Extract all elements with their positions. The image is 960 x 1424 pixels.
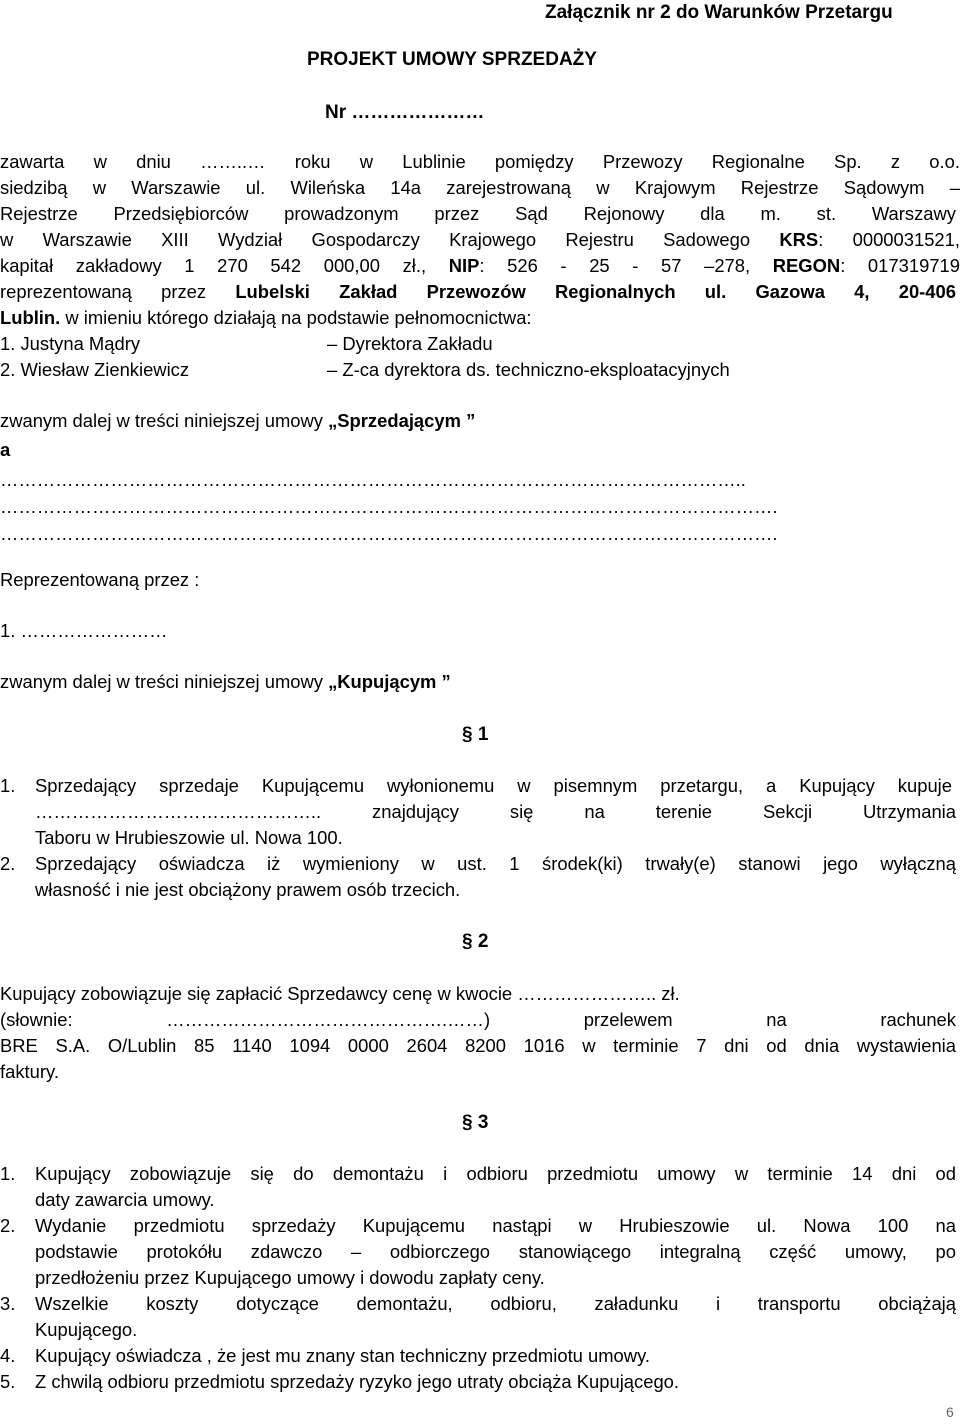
s1-item-2-line-2: własność i nie jest obciążony prawem osób trzecich. [35,879,461,900]
seller-name: „Sprzedającym ” [328,410,476,431]
buyer-designation [0,669,451,695]
buyer-representative-1: 1. …………………… [0,620,168,641]
buyer-dots-1: ………………………………………………………………………………………………………….. [0,469,746,490]
s2-line-2: (słownie: ……………………………………….……) przelewem na rachunek [0,1009,956,1030]
s3-item-3-line-1: Wszelkie koszty dotyczące demontażu, odbioru, załadunku i transportu obciążają [35,1293,956,1314]
s3-item-1-line-1: Kupujący zobowiązuje się do demontażu i odbioru przedmiotu umowy w terminie 14 dni od [35,1163,956,1184]
buyer-represented-by: Reprezentowaną przez : [0,569,200,590]
intro-line-7 [0,305,532,331]
buyer-dots-3: ………………………………………………………………………………………………………………. [0,523,778,544]
nip-label: NIP [448,255,480,276]
section-2-heading: § 2 [462,931,489,952]
designation-prefix: zwanym dalej w treści niniejszej umowy [0,671,329,692]
s3-item-3-line-2: Kupującego. [35,1319,138,1340]
representative-2-name: 2. Wiesław Zienkiewicz [0,359,190,380]
seller-designation [0,408,475,434]
s1-item-1-number: 1. [0,775,16,796]
regon-label: REGON [772,255,841,276]
s3-item-3-number: 3. [0,1293,16,1314]
intro-line-6 [0,279,956,305]
s3-item-4-number: 4. [0,1345,16,1366]
s1-item-2-line-1: Sprzedający oświadcza iż wymieniony w ust. 1 środek(ki) trwały(e) stanowi jego wyłączną [35,853,956,874]
and-word: a [0,439,11,460]
representative-1-name: 1. Justyna Mądry [0,333,141,354]
power-of-attorney: w imieniu którego działają na podstawie pełnomocnictwa: [60,307,532,328]
share-capital: kapitał zakładowy 1 270 542 000,00 zł. [0,255,421,276]
representative-2-role: – Z-ca dyrektora ds. techniczno-eksploatacyjnych [327,359,730,380]
s1-item-2-number: 2. [0,853,16,874]
krs-value: : 0000031521, [818,229,960,250]
s3-item-1-number: 1. [0,1163,16,1184]
buyer-name: „Kupującym ” [328,671,451,692]
nip-value: : 526 - 25 - 57 –278, [479,255,773,276]
designation-prefix: zwanym dalej w treści niniejszej umowy [0,410,329,431]
intro-text: w Warszawie XIII Wydział Gospodarczy Krajowego Rejestru Sadowego [0,229,780,250]
intro-line-2: siedzibą w Warszawie ul. Wileńska 14a zarejestrowaną w Krajowym Rejestrze Sądowym – [0,177,960,198]
s1-item-1-line-2: ……………………………………….. znajdujący się na terenie Sekcji Utrzymania [35,801,956,822]
seller-branch: Lubelski Zakład Przewozów Regionalnych ul. Gazowa 4, 20-406 [235,281,956,302]
s3-item-2-line-1: Wydanie przedmiotu sprzedaży Kupującemu nastąpi w Hrubieszowie ul. Nowa 100 na [35,1215,956,1236]
document-title: PROJEKT UMOWY SPRZEDAŻY [307,49,597,70]
buyer-dots-2: ………………………………………………………………………………………………………………. [0,496,778,517]
annex-label: Załącznik nr 2 do Warunków Przetargu [545,2,893,23]
intro-line-1: zawarta w dniu ……..… roku w Lublinie pomiędzy Przewozy Regionalne Sp. z o.o. [0,151,960,172]
s2-line-3: BRE S.A. O/Lublin 85 1140 1094 0000 2604 8200 1016 w terminie 7 dni od dnia wystawienia [0,1035,956,1056]
section-1-heading: § 1 [462,724,489,745]
section-3-heading: § 3 [462,1112,489,1133]
s3-item-5-number: 5. [0,1371,16,1392]
intro-line-5 [0,253,960,279]
intro-line-3: Rejestrze Przedsiębiorców prowadzonym przez Sąd Rejonowy dla m. st. Warszawy [0,203,956,224]
intro-line-4 [0,227,960,253]
s1-item-1-line-3: Taboru w Hrubieszowie ul. Nowa 100. [35,827,343,848]
contract-number: Nr ………………… [325,102,485,123]
representative-1-role: – Dyrektora Zakładu [327,333,493,354]
s3-item-2-line-3: przedłożeniu przez Kupującego umowy i dowodu zapłaty ceny. [35,1267,545,1288]
seller-city: Lublin. [0,307,61,328]
s3-item-5-line-1: Z chwilą odbioru przedmiotu sprzedaży ryzyko jego utraty obciąża Kupującego. [35,1371,680,1392]
s3-item-2-number: 2. [0,1215,16,1236]
regon-value: : 017319719 [840,255,960,276]
s2-line-1: Kupujący zobowiązuje się zapłacić Sprzedawcy cenę w kwocie ………………….. zł. [0,983,680,1004]
s3-item-2-line-2: podstawie protokółu zdawczo – odbiorczego stanowiącego integralną część umowy, po [35,1241,956,1262]
represented-by: reprezentowaną przez [0,281,236,302]
separator: , [421,255,449,276]
s1-item-1-line-1: Sprzedający sprzedaje Kupującemu wyłonionemu w pisemnym przetargu, a Kupujący kupuje [35,775,952,796]
s3-item-4-line-1: Kupujący oświadcza , że jest mu znany stan techniczny przedmiotu umowy. [35,1345,651,1366]
krs-label: KRS [779,229,819,250]
s3-item-1-line-2: daty zawarcia umowy. [35,1189,215,1210]
page-number: 6 [946,1404,954,1420]
s2-line-4: faktury. [0,1061,59,1082]
